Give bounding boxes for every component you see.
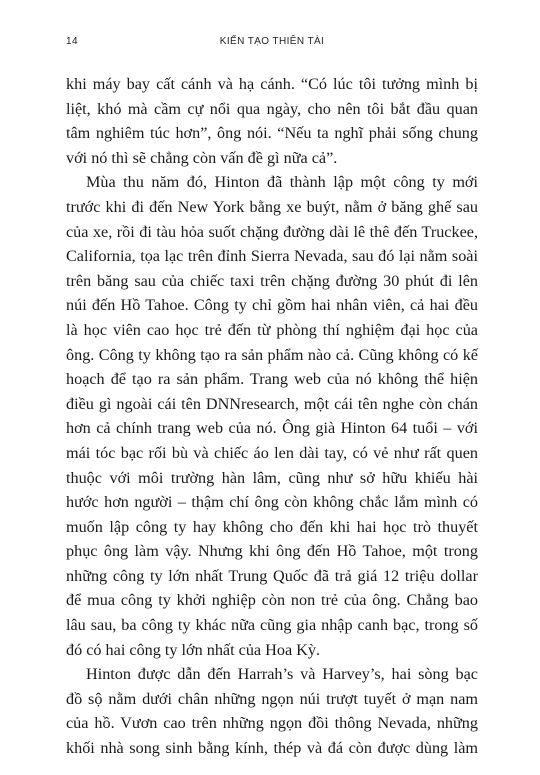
body-text — [66, 72, 478, 761]
text-line: của xe, rồi đi tàu hỏa suốt chặng đường dài lê thê đến Truckee, — [66, 222, 478, 241]
text-line: khi máy bay cất cánh và hạ cánh. “Có lúc tôi tưởng mình bị — [66, 75, 478, 93]
text-line: của hồ. Vươn cao trên những ngọn đồi thông Nevada, những — [66, 714, 478, 733]
text-line: Mùa thu năm đó, Hinton đã thành lập một công ty mới — [86, 173, 478, 192]
running-title: KIẾN TẠO THIÊN TÀI — [219, 36, 325, 47]
text-line: đó có hai công ty lớn nhất của Hoa Kỳ. — [66, 640, 321, 659]
text-line: để mua công ty khởi nghiệp còn non trẻ của ông. Chẳng bao — [66, 591, 478, 610]
text-line: điều gì ngoài cái tên DNNresearch, một cái tên nghe còn chán — [66, 394, 478, 413]
text-line: California, tọa lạc trên đỉnh Sierra Nevada, sau đó lại nằm soài — [66, 247, 478, 266]
text-line: là học viên cao học trẻ đến từ phòng thí nghiệm đại học của — [66, 320, 478, 339]
text-line: thuộc với môi trường hàn lâm, cũng như sở hữu khiếu hài — [66, 468, 478, 487]
text-line: khối nhà song sinh bằng kính, thép và đá còn được dùng làm — [66, 739, 478, 758]
page-number: 14 — [66, 36, 78, 47]
paragraph — [66, 170, 478, 662]
text-line: Hinton được dẫn đến Harrah’s và Harvey’s, hai sòng bạc — [86, 665, 478, 684]
text-line: hoạch để tạo ra sản phẩm. Trang web của nó không thể hiện — [66, 370, 478, 389]
text-line: phục ông làm vậy. Nhưng khi ông đến Hồ Tahoe, một trong — [66, 542, 478, 561]
paragraph — [66, 662, 478, 760]
page-header — [66, 36, 478, 52]
text-line: trước khi đi đến New York bằng xe buýt, nằm ở băng ghế sau — [66, 197, 478, 216]
text-line: những công ty lớn nhất Trung Quốc đã trả giá 12 triệu dollar — [66, 566, 478, 585]
text-line: ông. Công ty không tạo ra sản phẩm nào cả. Cũng không có kế — [66, 345, 478, 364]
text-line: liệt, khó mà cầm cự nổi qua ngày, cho nên tôi bắt đầu quan — [66, 99, 478, 118]
text-line: trên băng sau của chiếc taxi trên chặng đường 30 phút đi lên — [66, 271, 478, 290]
text-line: hước hơn người – thậm chí ông còn không chắc lắm mình có — [66, 493, 478, 512]
text-line: tâm nghiêm túc hơn”, ông nói. “Nếu ta nghĩ phải sống chung — [66, 124, 478, 143]
paragraph — [66, 72, 478, 170]
text-line: mái tóc bạc rối bù và chiếc áo len dài tay, có vẻ như rất quen — [66, 443, 478, 462]
text-line: hơn cả chính trang web của nó. Ông già Hinton 64 tuổi – với — [66, 419, 478, 438]
text-line: muốn lập công ty hay không cho đến khi hai học trò thuyết — [66, 517, 478, 536]
text-line: núi đến Hồ Tahoe. Công ty chỉ gồm hai nhân viên, cả hai đều — [66, 296, 478, 315]
text-line: đồ sộ nằm dưới chân những ngọn núi trượt tuyết ở mạn nam — [66, 689, 478, 708]
text-line: với nó thì sẽ chẳng còn vấn đề gì nữa cả”. — [66, 148, 338, 167]
text-line: lâu sau, ba công ty khác nữa cũng gia nhập canh bạc, trong số — [66, 616, 478, 635]
